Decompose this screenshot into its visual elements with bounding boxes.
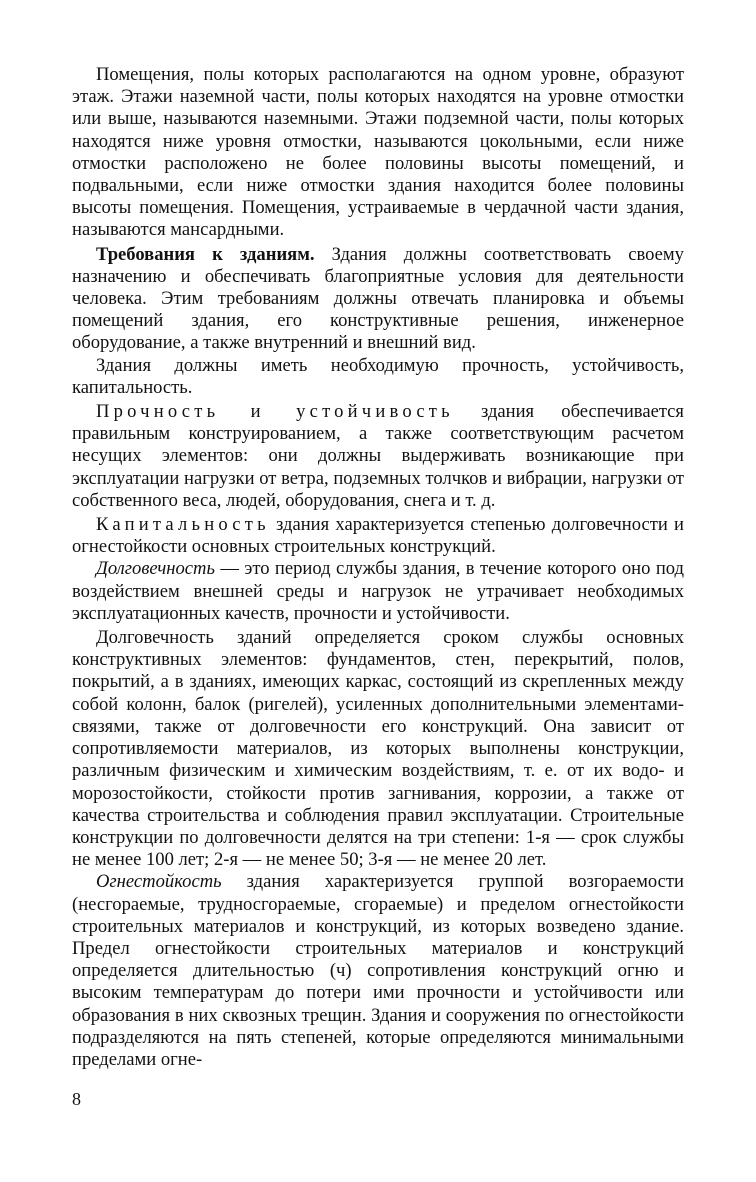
paragraph-fire-resistance-text: здания характеризуется группой возгораемости (несгораемые, трудносгораемые, сгораемые) и пределом огнестойкости строительных материалов и конструкций, из которых возведено здание. Предел огнестойкости строительных материалов и конструкций определяется длительностью (ч) сопротивления конструкций огню и высоким температурам до потери ими прочности и устойчивости или образования в них сквозных трещин. Здания и сооружения по огнестойкости подразделяются на пять степеней, которые определяются минимальными пределами огне-: [72, 871, 684, 1070]
paragraph-durability-details: [72, 627, 684, 871]
paragraph-fire-resistance: [72, 871, 684, 1071]
paragraph-building-requirements: [72, 244, 684, 355]
paragraph-strength-requirements-text: Здания должны иметь необходимую прочность, устойчивость, капитальность.: [72, 354, 684, 398]
paragraph-floors-text: Помещения, полы которых располагаются на одном уровне, образуют этаж. Этажи наземной части, полы которых находятся на уровне отмостки или выше, называются наземными. Этажи подземной части, полы которых находятся ниже уровня отмостки, называются цокольными, если ниже отмостки расположено не более половины высоты помещений, и подвальными, если ниже отмостки здания находится более половины высоты помещения. Помещения, устраиваемые в чердачной части здания, называются мансардными.: [72, 64, 684, 241]
paragraph-strength-stability-text: здания обеспечивается правильным конструированием, а также соответствующим расчетом несущих элементов: они должны выдерживать возникающие при эксплуатации нагрузки от ветра, подземных толчков и вибрации, нагрузки от собственного веса, людей, оборудования, снега и т. д.: [72, 401, 684, 511]
paragraph-durability-definition: [72, 558, 684, 625]
paragraph-floors: [72, 64, 684, 242]
term-durability: Долговечность: [96, 558, 215, 580]
paragraph-capitality: [72, 514, 684, 558]
term-strength-stability: Прочность и устойчивость: [96, 401, 454, 423]
term-fire-resistance: Огнестойкость: [96, 871, 222, 893]
section-heading-building-requirements: Требования к зданиям.: [96, 243, 315, 265]
paragraph-strength-requirements: [72, 355, 684, 399]
paragraph-building-requirements-text: Здания должны соответствовать своему назначению и обеспечивать благоприятные условия для деятельности человека. Этим требованиям должны отвечать планировка и объемы помещений здания, его конструктивные решения, инженерное оборудование, а также внутренний и внешний вид.: [72, 243, 684, 354]
page-number: 8: [72, 1089, 81, 1109]
page-body: [72, 64, 684, 1071]
term-capitality: Капитальность: [96, 514, 270, 536]
paragraph-durability-definition-text: — это период службы здания, в течение которого оно под воздействием внешней среды и нагрузок не утрачивает необходимых эксплуатационных качеств, прочности и устойчивости.: [72, 558, 684, 624]
paragraph-capitality-text: здания характеризуется степенью долговечности и огнестойкости основных строительных конструкций.: [72, 514, 684, 558]
paragraph-durability-details-text: Долговечность зданий определяется сроком службы основных конструктивных элементов: фундаментов, стен, перекрытий, полов, покрытий, а в зданиях, имеющих каркас, состоящий из скрепленных между собой колонн, балок (ригелей), усиленных дополнительными элементами-связями, также от долговечности его конструкций. Она зависит от сопротивляемости материалов, из которых выполнены конструкции, различным физическим и химическим воздействиям, т. е. от их водо- и морозостойкости, стойкости против загнивания, коррозии, а также от качества строительства и соблюдения правил эксплуатации. Строительные конструкции по долговечности делятся на три степени: 1-я — срок службы не менее 100 лет; 2-я — не менее 50; 3-я — не менее 20 лет.: [72, 627, 684, 871]
paragraph-strength-stability: [72, 401, 684, 512]
